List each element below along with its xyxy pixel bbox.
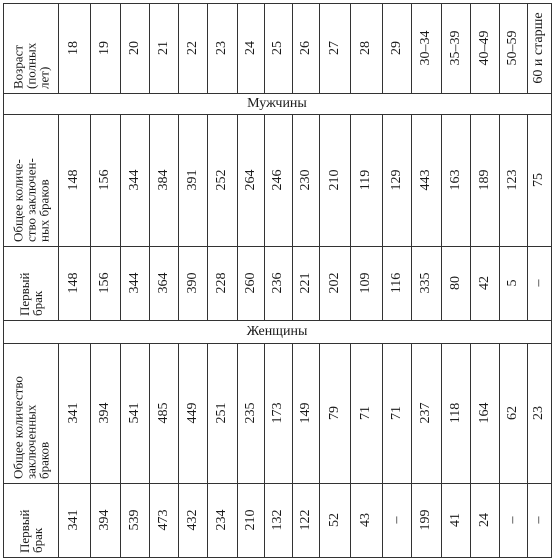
column-rule — [499, 246, 500, 320]
table-cell: 264 — [242, 169, 258, 191]
column-rule — [470, 246, 471, 320]
table-cell: 228 — [214, 272, 229, 294]
column-rule — [264, 343, 265, 483]
age-label: 21 — [155, 41, 171, 55]
table-cell: – — [531, 516, 546, 524]
column-rule — [499, 114, 500, 246]
table-cell: 236 — [270, 272, 285, 294]
table-cell: 129 — [388, 169, 404, 191]
column-rule — [382, 3, 383, 93]
column-rule — [120, 483, 121, 557]
row-header: Общее количе- ство заключен- ных браков — [10, 158, 51, 242]
row-header: Первый брак — [16, 509, 45, 553]
table-cell: 335 — [418, 272, 433, 294]
age-label: 27 — [326, 41, 342, 55]
table-rule — [3, 93, 552, 94]
table-cell: 23 — [531, 406, 546, 420]
table-cell: 163 — [447, 169, 463, 191]
column-rule — [207, 343, 208, 483]
table-border — [3, 3, 4, 557]
column-rule — [90, 114, 91, 246]
column-rule — [237, 343, 238, 483]
column-rule — [120, 246, 121, 320]
column-rule — [264, 246, 265, 320]
section-title: Женщины — [246, 323, 308, 339]
age-label: 25 — [270, 41, 285, 55]
column-rule — [470, 343, 471, 483]
age-label: 60 и старше — [531, 12, 546, 84]
table-cell: 432 — [184, 509, 200, 531]
table-cell: 122 — [297, 509, 313, 531]
column-rule — [319, 3, 320, 93]
table-cell: 252 — [214, 169, 229, 191]
column-rule — [411, 343, 412, 483]
table-cell: – — [505, 516, 520, 524]
age-label: 26 — [297, 41, 313, 55]
column-rule — [411, 3, 412, 93]
column-rule — [292, 343, 293, 483]
table-cell: 116 — [388, 272, 404, 294]
table-cell: 148 — [66, 272, 81, 294]
column-rule — [149, 246, 150, 320]
age-label: 19 — [97, 41, 112, 55]
table-cell: 71 — [388, 406, 404, 420]
table-cell: 41 — [447, 513, 463, 527]
column-rule — [149, 3, 150, 93]
table-cell: 156 — [97, 272, 112, 294]
column-rule — [292, 3, 293, 93]
age-column-header: Возраст (полных лет) — [10, 42, 51, 89]
age-label: 23 — [214, 41, 229, 55]
table-cell: 189 — [476, 169, 492, 191]
table-cell: 485 — [155, 402, 171, 424]
column-rule — [58, 483, 59, 557]
column-rule — [178, 343, 179, 483]
column-rule — [382, 483, 383, 557]
table-cell: 123 — [505, 169, 520, 191]
column-rule — [319, 114, 320, 246]
table-cell: 260 — [242, 272, 258, 294]
column-rule — [90, 483, 91, 557]
age-label: 22 — [184, 41, 200, 55]
column-rule — [319, 246, 320, 320]
table-cell: 79 — [326, 406, 342, 420]
column-rule — [90, 343, 91, 483]
table-cell: 24 — [476, 513, 492, 527]
table-cell: 246 — [270, 169, 285, 191]
age-label: 50–59 — [505, 30, 520, 66]
column-rule — [264, 483, 265, 557]
column-rule — [207, 246, 208, 320]
table-rule — [3, 557, 552, 558]
table-cell: 210 — [326, 169, 342, 191]
column-rule — [350, 3, 351, 93]
table-cell: 43 — [358, 513, 373, 527]
column-rule — [527, 3, 528, 93]
column-rule — [207, 3, 208, 93]
column-rule — [149, 343, 150, 483]
column-rule — [149, 114, 150, 246]
column-rule — [350, 343, 351, 483]
table-cell: 473 — [155, 509, 171, 531]
table-cell: 199 — [418, 509, 433, 531]
age-label: 20 — [126, 41, 142, 55]
table-cell: 394 — [97, 402, 112, 424]
table-cell: 42 — [476, 276, 492, 290]
column-rule — [527, 343, 528, 483]
table-cell: 119 — [358, 169, 373, 191]
row-header: Общее количество заключенных браков — [10, 376, 51, 479]
age-label: 28 — [358, 41, 373, 55]
column-rule — [292, 114, 293, 246]
column-rule — [58, 246, 59, 320]
table-rule — [3, 320, 552, 321]
column-rule — [499, 343, 500, 483]
column-rule — [382, 114, 383, 246]
table-cell: 202 — [326, 272, 342, 294]
column-rule — [441, 483, 442, 557]
column-rule — [178, 114, 179, 246]
table-cell: 132 — [270, 509, 285, 531]
table-cell: 156 — [97, 169, 112, 191]
table-cell: 449 — [184, 402, 200, 424]
column-rule — [149, 483, 150, 557]
table-cell: 391 — [184, 169, 200, 191]
column-rule — [178, 3, 179, 93]
table-cell: 221 — [297, 272, 313, 294]
table-cell: 443 — [418, 169, 433, 191]
column-rule — [441, 114, 442, 246]
table-cell: 541 — [126, 402, 142, 424]
column-rule — [178, 246, 179, 320]
section-title: Мужчины — [247, 95, 307, 111]
column-rule — [382, 343, 383, 483]
age-label: 24 — [242, 41, 258, 55]
column-rule — [470, 483, 471, 557]
column-rule — [58, 114, 59, 246]
column-rule — [350, 246, 351, 320]
column-rule — [120, 343, 121, 483]
column-rule — [319, 343, 320, 483]
table-cell: 62 — [505, 406, 520, 420]
column-rule — [207, 483, 208, 557]
table-cell: 344 — [126, 272, 142, 294]
table-cell: 80 — [447, 276, 463, 290]
table-cell: 234 — [214, 509, 229, 531]
column-rule — [527, 483, 528, 557]
table-cell: 235 — [242, 402, 258, 424]
table-cell: 344 — [126, 169, 142, 191]
table-cell: 237 — [418, 402, 433, 424]
column-rule — [264, 3, 265, 93]
table-cell: 230 — [297, 169, 313, 191]
table-cell: 341 — [66, 509, 81, 531]
age-label: 29 — [388, 41, 404, 55]
column-rule — [120, 3, 121, 93]
table-cell: 341 — [66, 402, 81, 424]
table-cell: 148 — [66, 169, 81, 191]
column-rule — [470, 114, 471, 246]
table-border — [551, 3, 552, 557]
table-cell: 173 — [270, 402, 285, 424]
row-header: Первый брак — [16, 272, 45, 316]
column-rule — [527, 114, 528, 246]
table-cell: 164 — [476, 402, 492, 424]
column-rule — [319, 483, 320, 557]
age-label: 30–34 — [418, 30, 433, 66]
column-rule — [441, 246, 442, 320]
column-rule — [58, 343, 59, 483]
column-rule — [58, 3, 59, 93]
table-cell: – — [388, 516, 404, 524]
column-rule — [441, 343, 442, 483]
column-rule — [90, 246, 91, 320]
table-cell: 384 — [155, 169, 171, 191]
column-rule — [527, 246, 528, 320]
table-cell: 118 — [447, 402, 463, 424]
table-cell: 210 — [242, 509, 258, 531]
column-rule — [178, 483, 179, 557]
column-rule — [499, 483, 500, 557]
column-rule — [411, 246, 412, 320]
table-cell: 539 — [126, 509, 142, 531]
column-rule — [292, 483, 293, 557]
column-rule — [350, 483, 351, 557]
column-rule — [292, 246, 293, 320]
column-rule — [411, 114, 412, 246]
age-label: 35–39 — [447, 30, 463, 66]
column-rule — [470, 3, 471, 93]
table-cell: 5 — [505, 279, 520, 287]
table-cell: – — [531, 279, 546, 287]
age-label: 40–49 — [476, 30, 492, 66]
column-rule — [411, 483, 412, 557]
table-cell: 364 — [155, 272, 171, 294]
table-cell: 390 — [184, 272, 200, 294]
column-rule — [90, 3, 91, 93]
age-label: 18 — [66, 41, 81, 55]
column-rule — [441, 3, 442, 93]
table-cell: 149 — [297, 402, 313, 424]
column-rule — [382, 246, 383, 320]
table-cell: 109 — [358, 272, 373, 294]
column-rule — [120, 114, 121, 246]
table-cell: 75 — [531, 173, 546, 187]
column-rule — [499, 3, 500, 93]
column-rule — [207, 114, 208, 246]
table-cell: 52 — [326, 513, 342, 527]
column-rule — [237, 114, 238, 246]
column-rule — [264, 114, 265, 246]
table-cell: 394 — [97, 509, 112, 531]
column-rule — [237, 483, 238, 557]
column-rule — [350, 114, 351, 246]
table-cell: 71 — [358, 406, 373, 420]
table-cell: 251 — [214, 402, 229, 424]
column-rule — [237, 3, 238, 93]
column-rule — [237, 246, 238, 320]
